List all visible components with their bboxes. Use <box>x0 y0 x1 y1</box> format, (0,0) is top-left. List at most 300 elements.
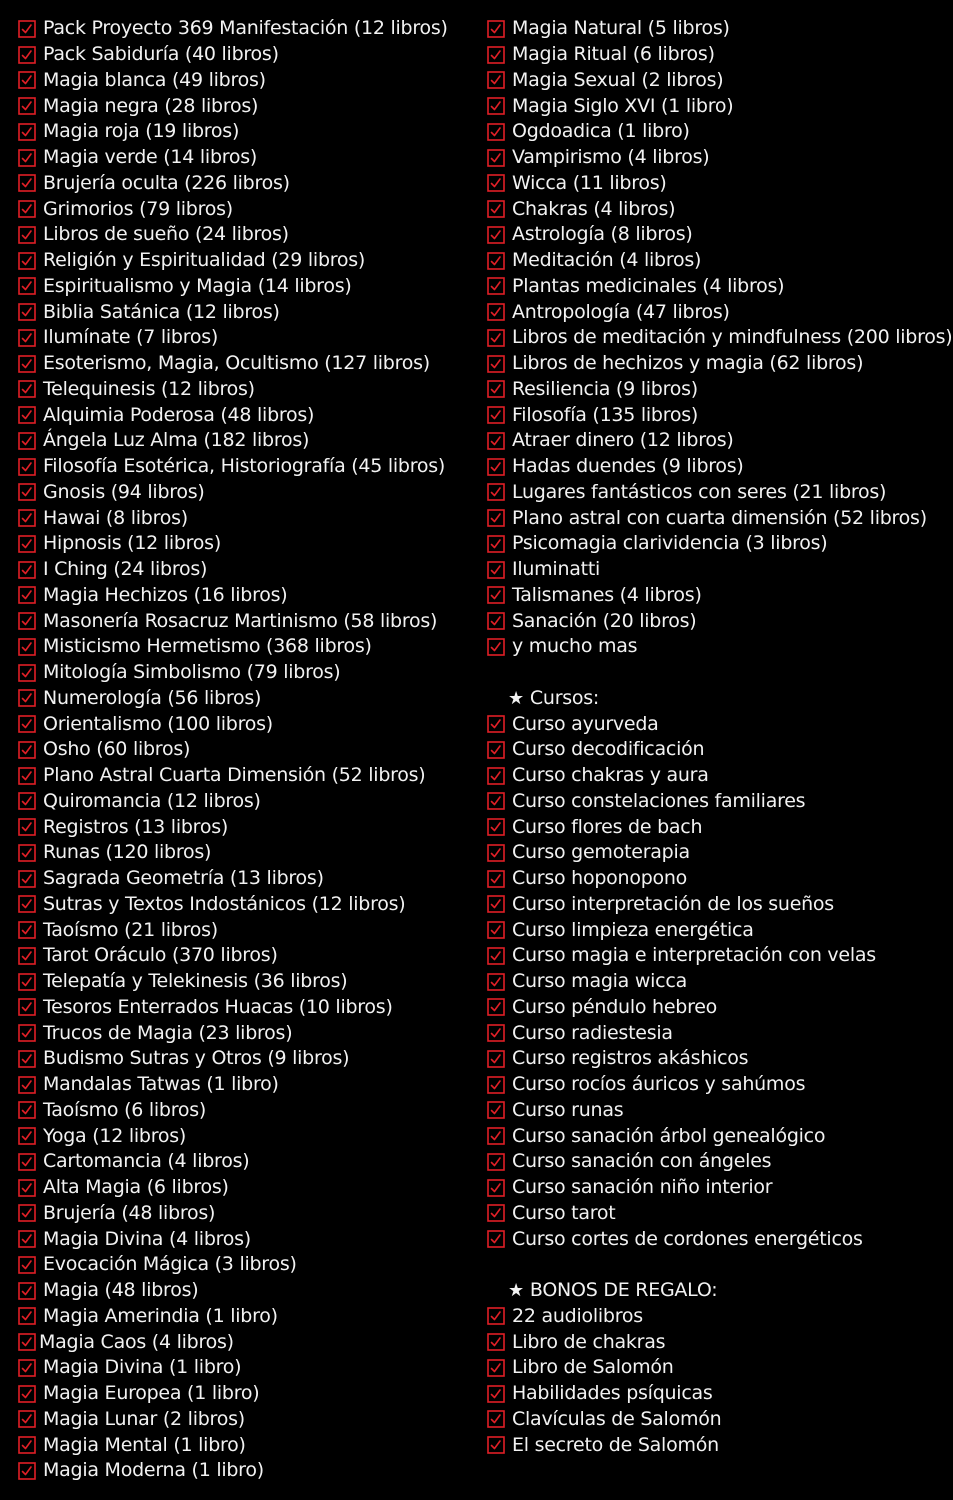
course-item-label: Curso constelaciones familiares <box>512 789 806 812</box>
list-item <box>18 1201 468 1227</box>
list-item <box>18 763 468 789</box>
list-item-label: Budismo Sutras y Otros (9 libros) <box>43 1047 350 1070</box>
courses-list <box>487 711 949 1252</box>
course-item <box>487 1046 949 1072</box>
checkbox-checked-icon <box>487 561 505 579</box>
list-item <box>18 93 468 119</box>
list-item-label: Hipnosis (12 libros) <box>43 532 221 555</box>
list-item-label: Osho (60 libros) <box>43 738 191 761</box>
star-icon: ★ <box>508 687 524 709</box>
course-item-label: Curso tarot <box>512 1201 616 1224</box>
list-item-label: Plano astral con cuarta dimensión (52 libros) <box>512 506 927 529</box>
list-item <box>18 1432 468 1458</box>
courses-heading-label: Cursos: <box>529 686 600 709</box>
checkbox-checked-icon <box>18 406 36 424</box>
bonus-item-label: 22 audiolibros <box>512 1304 643 1327</box>
list-item <box>487 557 949 583</box>
course-item <box>487 1020 949 1046</box>
list-item <box>18 943 468 969</box>
list-item-label: Chakras (4 libros) <box>512 197 676 220</box>
checkbox-checked-icon <box>18 509 36 527</box>
list-item <box>18 866 468 892</box>
checkbox-checked-icon <box>487 1385 505 1403</box>
list-item <box>18 1175 468 1201</box>
checkbox-checked-icon <box>487 998 505 1016</box>
course-item-label: Curso sanación niño interior <box>512 1176 773 1199</box>
list-item <box>18 402 468 428</box>
list-item <box>487 248 949 274</box>
checkbox-checked-icon <box>18 1256 36 1274</box>
course-item-label: Curso rocíos áuricos y sahúmos <box>512 1073 806 1096</box>
checkbox-checked-icon <box>18 1307 36 1325</box>
checkbox-checked-icon <box>18 1385 36 1403</box>
course-item <box>487 737 949 763</box>
list-item <box>18 196 468 222</box>
checkbox-checked-icon <box>18 1050 36 1068</box>
list-item <box>18 814 468 840</box>
list-item-label: Misticismo Hermetismo (368 libros) <box>43 635 372 658</box>
checkbox-checked-icon <box>18 1101 36 1119</box>
list-item <box>18 16 468 42</box>
list-item <box>487 145 949 171</box>
checkbox-checked-icon <box>18 870 36 888</box>
course-item <box>487 1123 949 1149</box>
checkbox-checked-icon <box>18 149 36 167</box>
list-item <box>487 351 949 377</box>
book-list-left <box>18 16 468 1484</box>
list-item-label: Libros de hechizos y magia (62 libros) <box>512 352 864 375</box>
checkbox-checked-icon <box>18 458 36 476</box>
checkbox-checked-icon <box>487 432 505 450</box>
bonus-item <box>487 1407 949 1433</box>
checkbox-checked-icon <box>487 1024 505 1042</box>
course-item <box>487 1072 949 1098</box>
list-item <box>18 454 468 480</box>
checkbox-checked-icon <box>18 380 36 398</box>
list-item <box>487 42 949 68</box>
checkbox-checked-icon <box>18 586 36 604</box>
checkbox-checked-icon <box>487 329 505 347</box>
list-item <box>18 145 468 171</box>
course-item-label: Curso radiestesia <box>512 1021 673 1044</box>
list-item-label: I Ching (24 libros) <box>43 558 208 581</box>
list-item <box>487 583 949 609</box>
courses-heading <box>487 686 949 712</box>
list-item-label: Mandalas Tatwas (1 libro) <box>43 1073 279 1096</box>
list-item-label: Alta Magia (6 libros) <box>43 1176 229 1199</box>
list-item <box>18 42 468 68</box>
list-item <box>487 402 949 428</box>
checkbox-checked-icon <box>18 998 36 1016</box>
checkbox-checked-icon <box>487 174 505 192</box>
list-item-label: Magia verde (14 libros) <box>43 146 258 169</box>
list-item <box>18 171 468 197</box>
course-item <box>487 1149 949 1175</box>
list-item <box>18 1304 468 1330</box>
course-item-label: Curso decodificación <box>512 738 705 761</box>
list-item-label: Sagrada Geometría (13 libros) <box>43 867 324 890</box>
checkbox-checked-icon <box>18 277 36 295</box>
bonuses-list <box>487 1304 949 1459</box>
list-item <box>18 1329 468 1355</box>
checkbox-checked-icon <box>18 355 36 373</box>
list-item-label: Pack Proyecto 369 Manifestación (12 libros) <box>43 17 448 40</box>
checkbox-checked-icon <box>487 149 505 167</box>
list-item <box>18 892 468 918</box>
list-item-label: Magia Sexual (2 libros) <box>512 68 724 91</box>
checkbox-checked-icon <box>487 380 505 398</box>
list-item-label: Taoísmo (21 libros) <box>43 918 218 941</box>
checkbox-checked-icon <box>18 71 36 89</box>
checkbox-checked-icon <box>487 1359 505 1377</box>
checkbox-checked-icon <box>487 406 505 424</box>
course-item-label: Curso magia e interpretación con velas <box>512 944 876 967</box>
list-item <box>18 531 468 557</box>
list-item-label: Taoísmo (6 libros) <box>43 1098 207 1121</box>
checkbox-checked-icon <box>18 1179 36 1197</box>
list-item <box>487 531 949 557</box>
list-item <box>18 1123 468 1149</box>
course-item-label: Curso cortes de cordones energéticos <box>512 1227 863 1250</box>
list-item-label: Magia negra (28 libros) <box>43 94 259 117</box>
list-item <box>487 377 949 403</box>
list-item-label: Gnosis (94 libros) <box>43 480 205 503</box>
checkbox-checked-icon <box>18 200 36 218</box>
bonus-item-label: El secreto de Salomón <box>512 1433 719 1456</box>
list-item <box>18 1149 468 1175</box>
list-item <box>487 505 949 531</box>
checkbox-checked-icon <box>18 1076 36 1094</box>
list-item <box>18 274 468 300</box>
list-item <box>487 634 949 660</box>
checkbox-checked-icon <box>18 535 36 553</box>
list-item-label: Runas (120 libros) <box>43 841 212 864</box>
checkbox-checked-icon <box>18 1127 36 1145</box>
checkbox-checked-icon <box>18 973 36 991</box>
list-item <box>18 351 468 377</box>
course-item-label: Curso chakras y aura <box>512 764 709 787</box>
list-item <box>487 325 953 351</box>
checkbox-checked-icon <box>18 1153 36 1171</box>
list-item-label: Pack Sabiduría (40 libros) <box>43 43 279 66</box>
list-item <box>18 634 468 660</box>
list-item-label: Magia Mental (1 libro) <box>43 1433 246 1456</box>
section-spacer <box>487 1252 949 1278</box>
list-item <box>18 1407 468 1433</box>
list-item-label: Magia (48 libros) <box>43 1279 199 1302</box>
checkbox-checked-icon <box>18 303 36 321</box>
list-item <box>18 1381 468 1407</box>
checkbox-checked-icon <box>18 123 36 141</box>
list-item-label: Meditación (4 libros) <box>512 249 702 272</box>
list-item <box>18 377 468 403</box>
list-item <box>18 428 468 454</box>
list-item <box>18 1046 468 1072</box>
checkbox-checked-icon <box>487 1153 505 1171</box>
list-item-label: Filosofía Esotérica, Historiografía (45 libros) <box>43 455 446 478</box>
checkbox-checked-icon <box>487 844 505 862</box>
list-item-label: Tarot Oráculo (370 libros) <box>43 944 278 967</box>
list-item-label: Mitología Simbolismo (79 libros) <box>43 661 341 684</box>
checkbox-checked-icon <box>18 767 36 785</box>
list-item-label: Iluminatti <box>512 558 601 581</box>
course-item <box>487 763 949 789</box>
list-item <box>18 608 468 634</box>
list-item-label: Yoga (12 libros) <box>43 1124 187 1147</box>
checkbox-checked-icon <box>18 174 36 192</box>
checkbox-checked-icon <box>487 458 505 476</box>
list-item-label: Telepatía y Telekinesis (36 libros) <box>43 970 348 993</box>
checkbox-checked-icon <box>487 1410 505 1428</box>
list-item-label: Magia Divina (4 libros) <box>43 1227 251 1250</box>
list-item <box>18 248 468 274</box>
list-item <box>487 196 949 222</box>
list-item-label: Brujería oculta (226 libros) <box>43 171 290 194</box>
checkbox-checked-icon <box>487 612 505 630</box>
checkbox-checked-icon <box>18 921 36 939</box>
course-item-label: Curso runas <box>512 1098 624 1121</box>
list-item <box>18 68 468 94</box>
course-item <box>487 943 949 969</box>
course-item-label: Curso péndulo hebreo <box>512 995 718 1018</box>
checkbox-checked-icon <box>487 1179 505 1197</box>
course-item <box>487 917 949 943</box>
checkbox-checked-icon <box>487 1333 505 1351</box>
checkbox-checked-icon <box>487 1230 505 1248</box>
list-item-label: Telequinesis (12 libros) <box>43 377 255 400</box>
checkbox-checked-icon <box>18 483 36 501</box>
course-item <box>487 840 949 866</box>
list-item-label: Libros de sueño (24 libros) <box>43 223 289 246</box>
checkbox-checked-icon <box>487 252 505 270</box>
course-item-label: Curso sanación con ángeles <box>512 1150 772 1173</box>
list-item <box>487 454 949 480</box>
course-item <box>487 1226 949 1252</box>
list-item-label: Evocación Mágica (3 libros) <box>43 1253 297 1276</box>
checkbox-checked-icon <box>487 973 505 991</box>
list-item <box>487 119 949 145</box>
checkbox-checked-icon <box>487 1307 505 1325</box>
checkbox-checked-icon <box>487 123 505 141</box>
list-item-label: Atraer dinero (12 libros) <box>512 429 734 452</box>
bonus-item <box>487 1381 949 1407</box>
list-item-label: Antropología (47 libros) <box>512 300 730 323</box>
checkbox-checked-icon <box>487 46 505 64</box>
list-item <box>18 557 468 583</box>
checkbox-checked-icon <box>18 1410 36 1428</box>
list-item-label: Magia Divina (1 libro) <box>43 1356 242 1379</box>
checkbox-checked-icon <box>487 509 505 527</box>
checkbox-checked-icon <box>18 818 36 836</box>
course-item <box>487 1098 949 1124</box>
list-item-label: Talismanes (4 libros) <box>512 583 702 606</box>
list-item <box>18 222 468 248</box>
checkbox-checked-icon <box>487 586 505 604</box>
list-item-label: Religión y Espiritualidad (29 libros) <box>43 249 366 272</box>
list-item-label: Astrología (8 libros) <box>512 223 693 246</box>
list-item-label: Magia Natural (5 libros) <box>512 17 730 40</box>
list-item-label: Grimorios (79 libros) <box>43 197 233 220</box>
list-item-label: Libros de meditación y mindfulness (200 libros) <box>512 326 953 349</box>
list-item <box>18 1278 468 1304</box>
checkbox-checked-icon <box>487 921 505 939</box>
list-item <box>487 68 949 94</box>
list-item-label: Cartomancia (4 libros) <box>43 1150 250 1173</box>
course-item-label: Curso sanación árbol genealógico <box>512 1124 826 1147</box>
checkbox-checked-icon <box>18 1359 36 1377</box>
checkbox-checked-icon <box>487 483 505 501</box>
list-item <box>487 93 949 119</box>
checkbox-checked-icon <box>487 895 505 913</box>
bonuses-heading-label: BONOS DE REGALO: <box>529 1279 718 1302</box>
list-item-label: Filosofía (135 libros) <box>512 403 699 426</box>
checkbox-checked-icon <box>18 252 36 270</box>
checkbox-checked-icon <box>18 638 36 656</box>
list-item <box>18 299 468 325</box>
bonus-item <box>487 1329 949 1355</box>
list-item-label: Magia roja (19 libros) <box>43 120 240 143</box>
list-item <box>18 711 468 737</box>
checkbox-checked-icon <box>18 1282 36 1300</box>
checkbox-checked-icon <box>487 638 505 656</box>
checkbox-checked-icon <box>18 689 36 707</box>
checkbox-checked-icon <box>18 20 36 38</box>
section-spacer <box>487 660 949 686</box>
list-item-label: Ilumínate (7 libros) <box>43 326 219 349</box>
checkbox-checked-icon <box>18 1230 36 1248</box>
checkbox-checked-icon <box>18 664 36 682</box>
list-item <box>487 16 949 42</box>
checkbox-checked-icon <box>487 1076 505 1094</box>
checkbox-checked-icon <box>487 715 505 733</box>
bonus-item <box>487 1304 949 1330</box>
list-item <box>487 608 949 634</box>
bonus-item-label: Libro de Salomón <box>512 1356 674 1379</box>
list-item <box>18 1226 468 1252</box>
bonus-item-label: Clavículas de Salomón <box>512 1407 722 1430</box>
list-item <box>18 686 468 712</box>
checkbox-checked-icon <box>18 561 36 579</box>
list-item-label: Hawai (8 libros) <box>43 506 188 529</box>
bonus-item-label: Libro de chakras <box>512 1330 666 1353</box>
list-item <box>18 1252 468 1278</box>
course-item-label: Curso limpieza energética <box>512 918 754 941</box>
list-item-label: Magia Siglo XVI (1 libro) <box>512 94 734 117</box>
list-item <box>18 789 468 815</box>
list-item <box>18 660 468 686</box>
list-item <box>18 480 468 506</box>
course-item <box>487 969 949 995</box>
right-column <box>487 16 953 1458</box>
list-item <box>18 583 468 609</box>
list-item-label: Orientalismo (100 libros) <box>43 712 273 735</box>
course-item-label: Curso ayurveda <box>512 712 659 735</box>
list-item-label: Sutras y Textos Indostánicos (12 libros) <box>43 892 406 915</box>
checkbox-checked-icon <box>18 1024 36 1042</box>
list-item-label: Masonería Rosacruz Martinismo (58 libros) <box>43 609 438 632</box>
list-item-label: Esoterismo, Magia, Ocultismo (127 libros) <box>43 352 430 375</box>
list-item <box>18 505 468 531</box>
course-item-label: Curso flores de bach <box>512 815 703 838</box>
course-item <box>487 1175 949 1201</box>
checkbox-checked-icon <box>487 870 505 888</box>
list-item-label: Magia blanca (49 libros) <box>43 68 266 91</box>
bonuses-heading <box>487 1278 949 1304</box>
list-item <box>487 299 949 325</box>
checkbox-checked-icon <box>487 1436 505 1454</box>
course-item-label: Curso registros akáshicos <box>512 1047 749 1070</box>
left-column <box>18 16 468 1484</box>
list-item-label: Magia Ritual (6 libros) <box>512 43 715 66</box>
list-item-label: Ángela Luz Alma (182 libros) <box>43 429 310 452</box>
book-list-right <box>487 16 953 660</box>
list-item <box>18 1355 468 1381</box>
list-item-label: Trucos de Magia (23 libros) <box>43 1021 293 1044</box>
list-item-label: Brujería (48 libros) <box>43 1201 216 1224</box>
list-item-label: Lugares fantásticos con seres (21 libros) <box>512 480 887 503</box>
list-item-label: Sanación (20 libros) <box>512 609 697 632</box>
checkbox-checked-icon <box>487 20 505 38</box>
course-item-label: Curso interpretación de los sueños <box>512 892 834 915</box>
list-item-label: Numerología (56 libros) <box>43 686 262 709</box>
checkbox-checked-icon <box>487 1050 505 1068</box>
list-item-label: Espiritualismo y Magia (14 libros) <box>43 274 352 297</box>
list-item <box>18 119 468 145</box>
bonus-item-label: Habilidades psíquicas <box>512 1382 713 1405</box>
checkbox-checked-icon <box>18 715 36 733</box>
list-item <box>18 1098 468 1124</box>
checkbox-checked-icon <box>487 277 505 295</box>
checkbox-checked-icon <box>18 46 36 64</box>
list-item <box>18 325 468 351</box>
list-item-label: Registros (13 libros) <box>43 815 229 838</box>
checkbox-checked-icon <box>487 226 505 244</box>
checkbox-checked-icon <box>18 895 36 913</box>
list-item <box>487 222 949 248</box>
list-item-label: Ogdoadica (1 libro) <box>512 120 690 143</box>
list-item-label: Tesoros Enterrados Huacas (10 libros) <box>43 995 393 1018</box>
checkbox-checked-icon <box>487 792 505 810</box>
list-item <box>18 1020 468 1046</box>
list-item <box>18 969 468 995</box>
course-item <box>487 892 949 918</box>
checkbox-checked-icon <box>487 818 505 836</box>
list-item <box>487 171 949 197</box>
bonus-item <box>487 1355 949 1381</box>
checkbox-checked-icon <box>487 741 505 759</box>
checkbox-checked-icon <box>18 947 36 965</box>
checkbox-checked-icon <box>18 226 36 244</box>
course-item <box>487 814 949 840</box>
list-item <box>487 480 949 506</box>
list-item-label: Plantas medicinales (4 libros) <box>512 274 785 297</box>
list-item-label: Biblia Satánica (12 libros) <box>43 300 280 323</box>
list-item-label: Plano Astral Cuarta Dimensión (52 libros) <box>43 764 426 787</box>
checkbox-checked-icon <box>18 1436 36 1454</box>
checkbox-checked-icon <box>18 741 36 759</box>
list-item <box>18 1458 468 1484</box>
checkbox-checked-icon <box>18 844 36 862</box>
list-item <box>18 917 468 943</box>
course-item-label: Curso hoponopono <box>512 867 688 890</box>
list-item <box>18 1072 468 1098</box>
course-item <box>487 866 949 892</box>
list-item-label: Vampirismo (4 libros) <box>512 146 710 169</box>
list-item-label: Wicca (11 libros) <box>512 171 667 194</box>
list-item-label: Magia Hechizos (16 libros) <box>43 583 288 606</box>
checkbox-checked-icon <box>18 432 36 450</box>
checkbox-checked-icon <box>487 1204 505 1222</box>
